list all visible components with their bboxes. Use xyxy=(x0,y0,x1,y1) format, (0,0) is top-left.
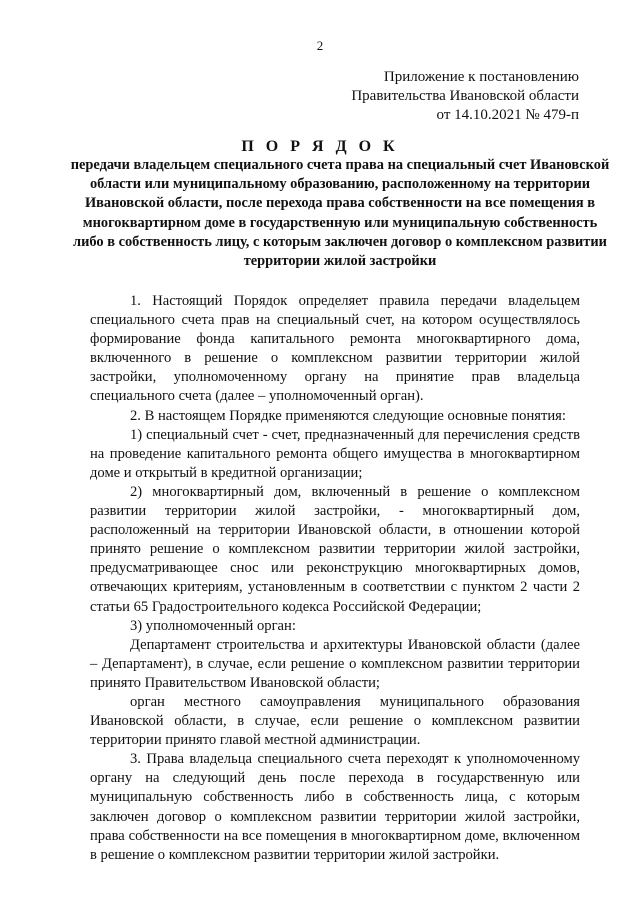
document-subtitle: передачи владельцем специального счета права на специальный счет Ивановской области или муниципальному образованию, расположенному на территории Ивановской области, после перехода права собственности на все помещения в многоквартирном доме в государственную или муниципальную собственность либо в собственность лицу, с которым заключен договор о комплексном развитии территории жилой застройки xyxy=(70,157,610,270)
paragraph: 1. Настоящий Порядок определяет правила передачи владельцем специального счета прав на специальный счет, на котором осуществлялось формирование фонда капитального ремонта многоквартирного дома, включенного в решение о комплексном развитии территории жилой застройки, уполномоченному органу на принятие прав владельца специального счета (далее – уполномоченный орган). xyxy=(90,293,580,405)
header-line: Приложение к постановлению xyxy=(383,69,579,85)
paragraph: 3. Права владельца специального счета переходят к уполномоченному органу на следующий день после перехода в государственную или муниципальную собственность либо в собственность лица, с которым заключен договор о комплексном развитии территории жилой застройки, права собственности на все помещения в многоквартирном доме, включенном в решение о комплексном развитии территории жилой застройки. xyxy=(90,751,580,863)
document-body xyxy=(90,292,580,865)
paragraph: Департамент строительства и архитектуры Ивановской области (далее – Департамент), в случае, если решение о комплексном развитии территории принято Правительством Ивановской области; xyxy=(90,636,580,691)
paragraph: орган местного самоуправления муниципального образования Ивановской области, в случае, если решение о комплексном развитии территории принято главой местной администрации. xyxy=(90,693,580,749)
page-number: 2 xyxy=(316,38,324,53)
header-line: Правительства Ивановской области xyxy=(351,88,579,104)
paragraph: 2. В настоящем Порядке применяются следующие основные понятия: xyxy=(130,407,566,424)
paragraph: 3) уполномоченный орган: xyxy=(130,617,296,634)
paragraph: 1) специальный счет - счет, предназначенный для перечисления средств на проведение капитального ремонта общего имущества в многоквартирном доме и открытый в кредитной организации; xyxy=(90,426,580,481)
header-line: от 14.10.2021 № 479-п xyxy=(436,107,579,123)
document-title: П О Р Я Д О К xyxy=(241,138,399,155)
document-header xyxy=(351,68,579,125)
paragraph: 2) многоквартирный дом, включенный в решение о комплексном развитии территории жилой застройки, - многоквартирный дом, расположенный на территории Ивановской области, в отношении которой принято решение о комплексном развитии территории жилой застройки, предусматривающее снос или реконструкцию многоквартирных домов, отвечающих критериям, установленным в соответствии с пунктом 2 части 2 статьи 65 Градостроительного кодекса Российской Федерации; xyxy=(90,483,580,615)
